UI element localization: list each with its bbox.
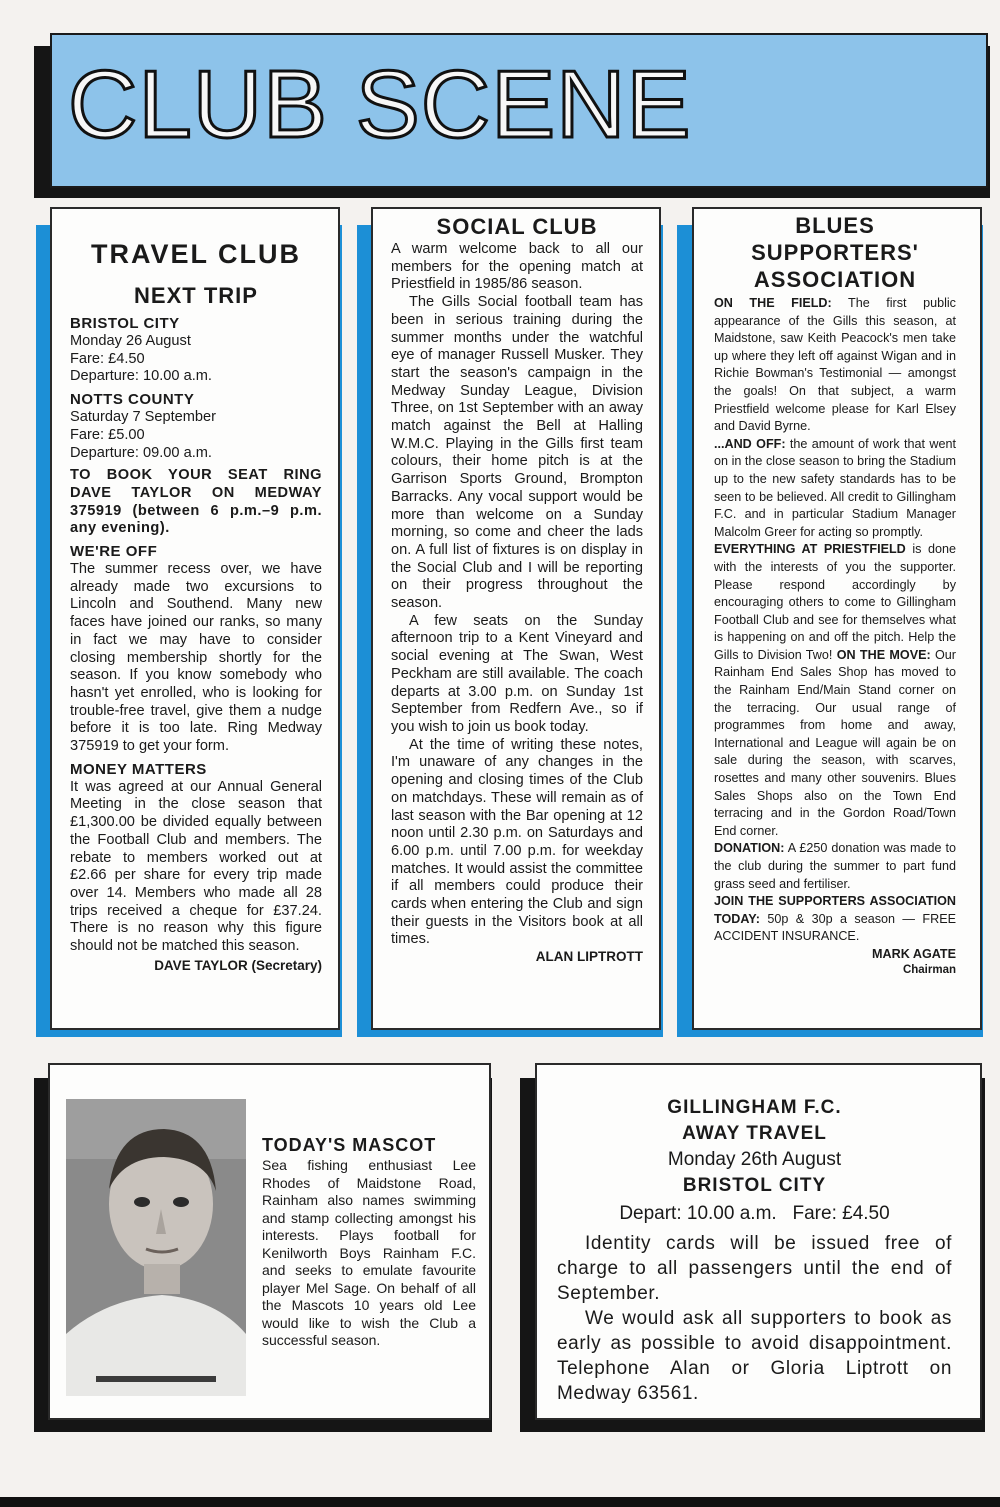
on-the-field-text: The first public appearance of the Gills this season, at Maidstone, saw Keith Peacock's men take up where they left off against Wigan and in Richie Bowman's Testimonial — amongst the goals! On that subject, a warm Priestfield welcome please for Karl Elsey and David Byrne. — [714, 296, 956, 434]
trip1-fare: Fare: £4.50 — [70, 350, 145, 367]
social-club-para-1: A warm welcome back to all our members for the opening match at Priestfield in 1985/86 season. — [391, 241, 643, 293]
everything-text: is done with the interests of you the supporter. Please respond accordingly by encouraging others to come to Gillingham Football Club and see for themselves what is happening on and off the pitch. Help the Gills to Division Two! — [714, 542, 957, 662]
blues-box — [692, 207, 982, 1030]
social-club-para-3: A few seats on the Sunday afternoon trip to a Kent Vineyard and social evening at The Swan, West Peckham are still available. The coach departs at 3.00 p.m. on Sunday 1st September from Redfern Ave., so if you wish to join us book today. — [391, 612, 643, 735]
header-banner — [50, 33, 988, 188]
trip2-team: NOTTS COUNTY — [70, 391, 195, 409]
join-lead: JOIN THE SUPPORTERS ASSOCIATION TODAY: — [714, 894, 956, 926]
away-travel-content — [557, 1095, 952, 1406]
trip2-date: Saturday 7 September — [70, 409, 217, 426]
away-travel-para-1: Identity cards will be issued free of charge to all passengers until the end of September. — [557, 1233, 952, 1304]
social-club-para-2: The Gills Social football team has been in serious training during the summer months under the watchful eye of manager Russell Musker. They start the season's campaign in the Medway Sunday League, Division Three, on 1st September with an away match against the Bell at Halling W.M.C. Playing in the Gills first team colours, their home pitch is at the Garrison Sports Ground, Brompton Barracks. Any vocal support would be more than welcome on a Sunday morning, so come and cheer the lads on. A full list of fixtures is on display in the Social Club and I will be reporting on their progress throughout the season. — [391, 294, 643, 612]
blues-title-line2: SUPPORTERS' — [751, 240, 919, 265]
donation-text: A £250 donation was made to the club during the summer to part fund grass seed and fertiliser. — [714, 841, 956, 891]
trip1-date: Monday 26 August — [70, 333, 191, 349]
were-off-text: The summer recess over, we have already made two excursions to Lincoln and Southend. Many new faces have joined our ranks, so many in fact we may have to consider closing membership shortly for the season. If you know somebody who hasn't yet enrolled, who is looking for trouble-free travel, give them a nudge before it is too late. Ring Medway 375919 to get your form. — [70, 561, 322, 755]
social-club-box — [371, 207, 661, 1030]
mascot-text-block — [262, 1133, 476, 1350]
away-travel-box — [535, 1063, 982, 1420]
blues-signature-name: MARK AGATE — [872, 946, 956, 961]
social-club-title: SOCIAL CLUB — [436, 214, 598, 239]
money-matters-text: It was agreed at our Annual General Meeting in the close season that £1,300.00 be divided equally between the Football Club and members. The rebate to members worked out at £2.66 per share for every trip made over 14. Members who made all 28 trips received a cheque for £37.24. There is no reason why this figure should not be matched this season. — [70, 778, 322, 955]
bottom-bar — [0, 1497, 1000, 1507]
join-para — [714, 893, 956, 946]
page-title: CLUB SCENE — [68, 51, 692, 158]
and-off-lead: ...AND OFF: — [714, 436, 786, 451]
join-text: 50p & 30p a season — FREE ACCIDENT INSURANCE. — [714, 911, 956, 944]
on-the-move-text: Our Rainham End Sales Shop has moved to the Rainham End/Main Stand corner on the terracing. Our usual range of programmes from home and away, International and League will again be on sale during the season, with scarves, rosettes and many other souvenirs. Blues Sales Shops also on the Town End terracing and in the Gordon Road/Town End corner. — [714, 647, 956, 838]
on-the-move-lead: ON THE MOVE: — [836, 647, 931, 662]
blues-title-line1: BLUES — [795, 213, 875, 238]
and-off-text: the amount of work that went on in the close season to bring the Stadium up to the new safety standards has to be seen to be believed. All credit to Gillingham F.C. and in particular Stadium Manager Malcolm Greer for acting so promptly. — [714, 436, 956, 539]
travel-club-title: TRAVEL CLUB — [91, 239, 301, 269]
everything-para — [714, 541, 956, 840]
and-off-para — [714, 436, 956, 542]
travel-club-signature: DAVE TAYLOR (Secretary) — [154, 957, 322, 973]
social-club-signature: ALAN LIPTROTT — [535, 949, 643, 965]
away-travel-date: Monday 26th August — [667, 1149, 842, 1170]
donation-lead: DONATION: — [714, 841, 785, 856]
trip2-departure: Departure: 09.00 a.m. — [70, 444, 212, 461]
mascot-portrait-image — [66, 1099, 246, 1396]
social-club-para-4: At the time of writing these notes, I'm unaware of any changes in the opening and closing times of the Club on matchdays. These will remain as of last season with the Bar opening at 12 noon until 2.30 p.m. on Saturdays and 6.00 p.m. until 7.00 p.m. for weekday matches. It would assist the committee if all members could produce their cards when entering the Club and sign their guests in the Visitors book at all times. — [391, 736, 643, 948]
blues-signature-role: Chairman — [902, 963, 956, 976]
away-travel-heading: AWAY TRAVEL — [682, 1123, 827, 1144]
trip2-fare: Fare: £5.00 — [70, 426, 145, 443]
blues-title-line3: ASSOCIATION — [753, 267, 917, 292]
booking-info: TO BOOK YOUR SEAT RING DAVE TAYLOR ON MEDWAY 375919 (between 6 p.m.–9 p.m. any evening). — [70, 467, 322, 537]
mascot-photo — [66, 1099, 246, 1396]
donation-para — [714, 840, 956, 893]
away-travel-para-2: We would ask all supporters to book as early as possible to avoid disappointment. Telephone Alan or Gloria Liptrott on Medway 63561. — [557, 1308, 952, 1404]
were-off-heading: WE'RE OFF — [70, 543, 158, 561]
on-the-field-para — [714, 295, 956, 436]
money-matters-heading: MONEY MATTERS — [70, 760, 207, 778]
mascot-title: TODAY'S MASCOT — [262, 1135, 437, 1155]
trip1-team: BRISTOL CITY — [70, 315, 180, 332]
mascot-box — [48, 1063, 491, 1420]
travel-club-box — [50, 207, 340, 1030]
trip1-departure: Departure: 10.00 a.m. — [70, 368, 212, 385]
away-travel-opponent: BRISTOL CITY — [682, 1175, 827, 1196]
mascot-text: Sea fishing enthusiast Lee Rhodes of Maidstone Road, Rainham also names swimming and stamp collecting amongst his interests. Plays football for Kenilworth Boys Rainham F.C. and seeks to emulate favourite player Mel Sage. On behalf of all the Mascots 10 years old Lee would like to wish the Club a successful season. — [262, 1157, 476, 1348]
away-travel-depart-fare: Depart: 10.00 a.m. Fare: £4.50 — [619, 1203, 890, 1224]
everything-lead: EVERYTHING AT PRIESTFIELD — [714, 542, 906, 557]
next-trip-heading: NEXT TRIP — [134, 283, 258, 308]
away-travel-club: GILLINGHAM F.C. — [667, 1097, 842, 1118]
on-the-field-lead: ON THE FIELD: — [714, 296, 832, 310]
